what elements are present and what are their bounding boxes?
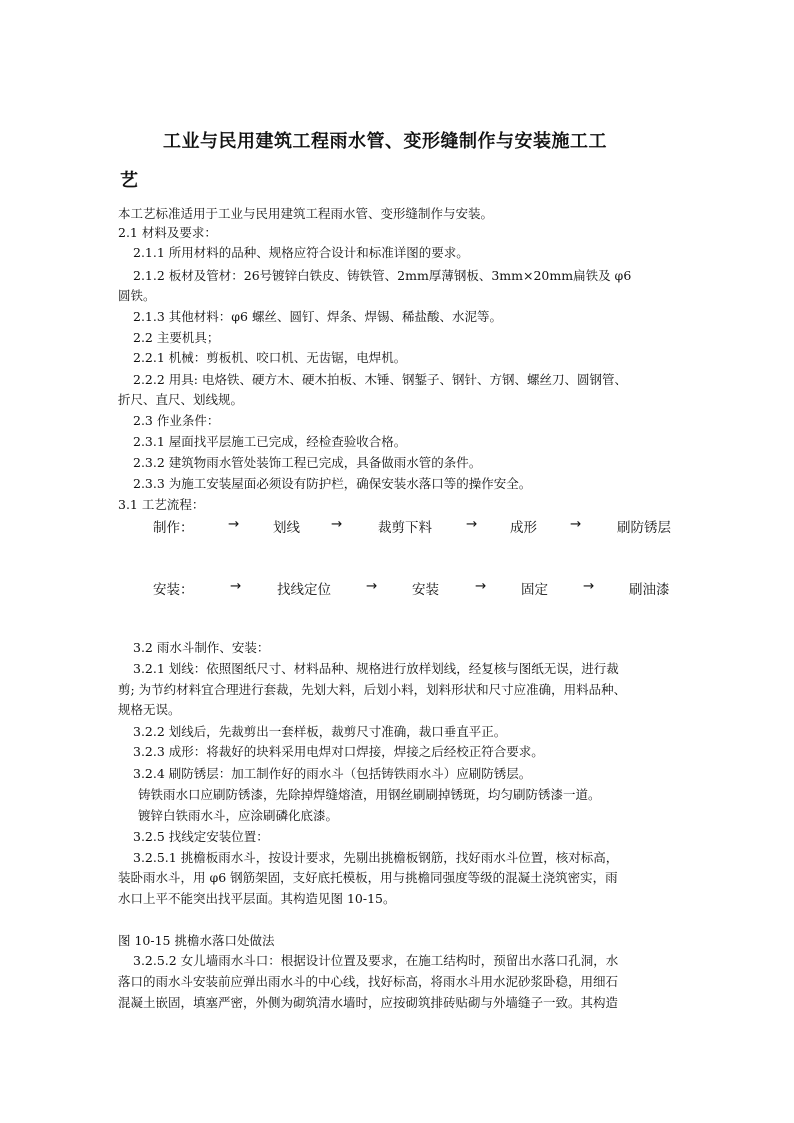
section-3-2-5-1-line1: 3.2.5.1 挑檐板雨水斗，按设计要求，先剔出挑檐板钢筋，找好雨水斗位置，核对标高， <box>133 850 619 865</box>
section-3-2-2: 3.2.2 划线后，先裁剪出一套样板，裁剪尺寸准确，裁口垂直平正。 <box>133 724 507 739</box>
section-2-1-2-line2: 圆铁。 <box>118 288 156 303</box>
section-3-1: 3.1 工艺流程： <box>118 497 205 512</box>
section-2-1-2-line1: 2.1.2 板材及管材：26号镀锌白铁皮、铸铁管、2mm厚薄钢板、3mm×20mm扁铁及 φ6 <box>133 268 632 283</box>
flow1-step-cutting: 裁剪下料 <box>378 520 432 536</box>
flow1-step-forming: 成形 <box>510 520 537 536</box>
section-3-2-4-castiron: 铸铁雨水口应刷防锈漆，先除掉焊缝熔渣，用钢丝刷刷掉锈斑，均匀刷防锈漆一道。 <box>138 787 601 802</box>
section-3-2: 3.2 雨水斗制作、安装： <box>133 640 270 655</box>
flow2-arrow: → <box>475 578 487 594</box>
flow2-arrow: → <box>583 578 595 594</box>
section-3-2-4-galvanized: 镀锌白铁雨水斗，应涂刷磷化底漆。 <box>138 808 339 823</box>
section-3-2-5-2-line2: 落口的雨水斗安装前应弹出雨水斗的中心线，找好标高，将雨水斗用水泥砂浆卧稳，用细石 <box>118 974 619 989</box>
section-2-3-1: 2.3.1 屋面找平层施工已完成，经检查验收合格。 <box>133 434 407 449</box>
section-2-2-2-line2: 折尺、直尺、划线规。 <box>118 392 244 407</box>
section-2-3-3: 2.3.3 为施工安装屋面必须设有防护栏，确保安装水落口等的操作安全。 <box>133 476 532 491</box>
section-2-2-1: 2.2.1 机械：剪板机、咬口机、无齿锯，电焊机。 <box>133 350 407 365</box>
flow2-step-paint: 刷油漆 <box>629 582 670 598</box>
flow2-step-locate: 找线定位 <box>277 582 331 598</box>
section-3-2-5-2-line3: 混凝土嵌固，填塞严密，外侧为砌筑清水墙时，应按砌筑排砖贴砌与外墙缝子一致。其构造 <box>118 995 619 1010</box>
doc-title-line2: 艺 <box>120 170 138 191</box>
flow1-arrow: → <box>570 516 582 532</box>
doc-title-line1: 工业与民用建筑工程雨水管、变形缝制作与安装施工工 <box>163 131 607 152</box>
section-3-2-5-1-line2: 装卧雨水斗，用 φ6 钢筋架固，支好底托模板，用与挑檐同强度等级的混凝土浇筑密实，雨 <box>118 870 618 885</box>
flow1-arrow: → <box>466 516 478 532</box>
section-3-2-5-1-line3: 水口上平不能突出找平层面。其构造见图 10-15。 <box>118 891 396 906</box>
section-2-2: 2.2 主要机具； <box>133 330 220 345</box>
flow1-arrow: → <box>228 516 240 532</box>
section-3-2-4: 3.2.4 刷防锈层：加工制作好的雨水斗（包括铸铁雨水斗）应刷防锈层。 <box>133 766 532 781</box>
figure-caption: 图 10-15 挑檐水落口处做法 <box>118 933 275 948</box>
flow2-arrow: → <box>366 578 378 594</box>
section-2-1: 2.1 材料及要求： <box>118 225 217 240</box>
section-3-2-1-line2: 剪; 为节约材料宜合理进行套裁，先划大料，后划小料，划料形状和尺寸应准确，用料品种、 <box>118 682 627 697</box>
section-3-2-1-line1: 3.2.1 划线：依照图纸尺寸、材料品种、规格进行放样划线，经复核与图纸无误，进行裁 <box>133 661 619 676</box>
section-3-2-1-line3: 规格无误。 <box>118 702 181 717</box>
section-2-1-1: 2.1.1 所用材料的品种、规格应符合设计和标准详图的要求。 <box>133 245 469 260</box>
flow2-step-install: 安装 <box>412 582 439 598</box>
flow2-label: 安装： <box>153 582 194 598</box>
section-2-3: 2.3 作业条件： <box>133 413 220 428</box>
section-2-3-2: 2.3.2 建筑物雨水管处装饰工程已完成，具备做雨水管的条件。 <box>133 455 482 470</box>
flow1-label: 制作： <box>153 520 194 536</box>
section-3-2-5: 3.2.5 找线定安装位置： <box>133 829 269 844</box>
section-2-1-3: 2.1.3 其他材料：φ6 螺丝、圆钉、焊条、焊锡、稀盐酸、水泥等。 <box>133 309 502 324</box>
section-3-2-3: 3.2.3 成形：将裁好的块料采用电焊对口焊接，焊接之后经校正符合要求。 <box>133 744 544 759</box>
flow1-step-marking: 划线 <box>273 520 300 536</box>
flow1-step-rustproof: 刷防锈层 <box>617 520 671 536</box>
section-2-2-2-line1: 2.2.2 用具: 电烙铁、硬方木、硬木拍板、木锤、钢錾子、钢针、方钢、螺丝刀、圆钢管、 <box>133 372 627 387</box>
flow2-step-fix: 固定 <box>521 582 548 598</box>
intro-paragraph: 本工艺标准适用于工业与民用建筑工程雨水管、变形缝制作与安装。 <box>118 206 494 221</box>
flow2-arrow: → <box>230 578 242 594</box>
flow1-arrow: → <box>331 516 343 532</box>
section-3-2-5-2-line1: 3.2.5.2 女儿墙雨水斗口：根据设计位置及要求，在施工结构时，预留出水落口孔洞，水 <box>133 953 619 968</box>
